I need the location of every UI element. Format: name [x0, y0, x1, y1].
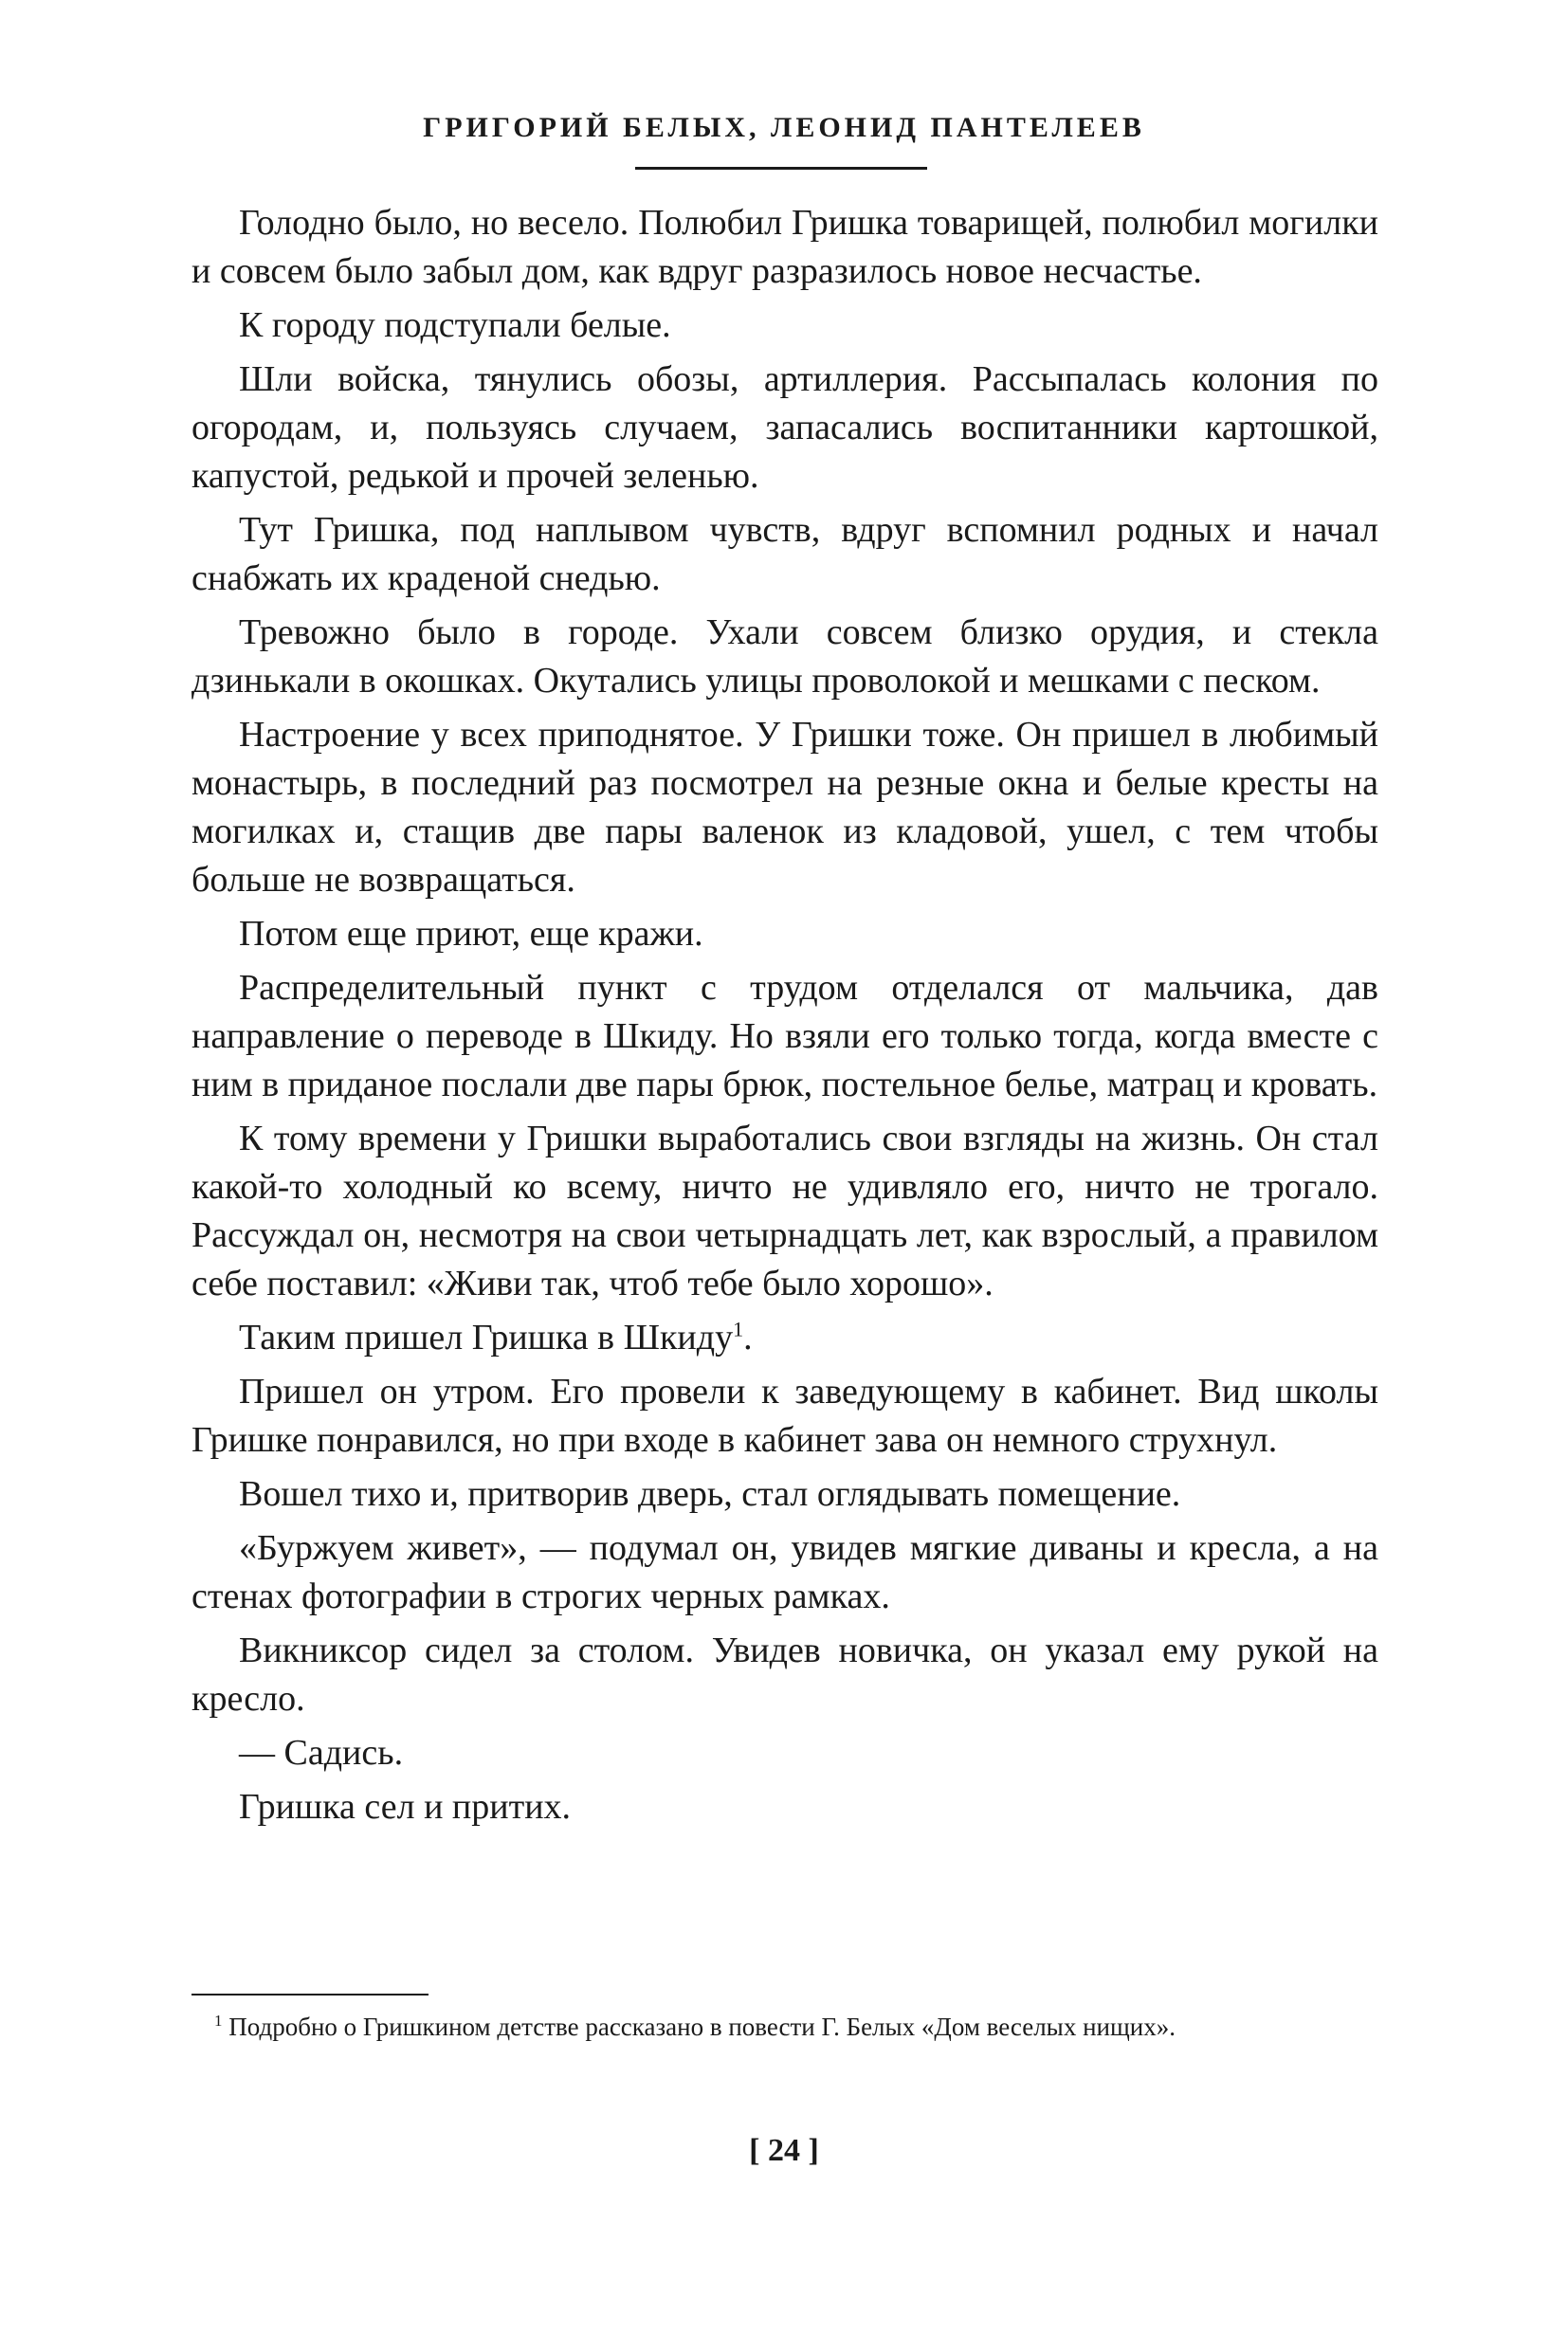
header-rule — [635, 167, 927, 170]
paragraph: Шли войска, тянулись обозы, артиллерия. Рассыпалась колония по огородам, и, пользуясь случаем, запасались воспитанники картошкой, капустой, редькой и прочей зеленью. — [191, 359, 1378, 496]
paragraph: Гришка сел и притих. — [239, 1787, 572, 1827]
footnote-marker: 1 — [214, 2012, 223, 2030]
paragraph: Вошел тихо и, притворив дверь, стал оглядывать помещение. — [239, 1474, 1181, 1514]
paragraph: Тревожно было в городе. Ухали совсем близко орудия, и стекла дзинькали в окошках. Окутались улицы проволокой и мешками с песком. — [191, 612, 1378, 701]
footnote-rule — [191, 1994, 428, 1996]
paragraph: К тому времени у Гришки выработались свои взгляды на жизнь. Он стал какой-то холодный ко всему, ничто не удивляло его, ничто не трогало. Рассуждал он, несмотря на свои четырнадцать лет, как взрослый, а правилом себе поставил: «Живи так, чтоб тебе было хорошо». — [191, 1119, 1378, 1303]
footnote — [191, 2008, 1378, 2046]
paragraph: Голодно было, но весело. Полюбил Гришка товарищей, полюбил могилки и совсем было забыл дом, как вдруг разразилось новое несчастье. — [191, 203, 1378, 291]
body-text — [191, 199, 1378, 1837]
running-title: ГРИГОРИЙ БЕЛЫХ, ЛЕОНИД ПАНТЕЛЕЕВ — [423, 112, 1145, 143]
paragraph: Распределительный пункт с трудом отделался от мальчика, дав направление о переводе в Шкиду. Но взяли его только тогда, когда вместе с ним в приданое послали две пары брюк, постельное белье, матрац и кровать. — [191, 968, 1378, 1104]
paragraph-text: Таким пришел Гришка в Шкиду — [239, 1318, 734, 1358]
paragraph: Настроение у всех приподнятое. У Гришки тоже. Он пришел в любимый монастырь, в последний раз посмотрел на резные окна и белые кресты на могилках и, стащив две пары валенок из кладовой, ушел, с тем чтобы больше не возвращаться. — [191, 715, 1378, 900]
paragraph: «Буржуем живет», — подумал он, увидев мягкие диваны и кресла, а на стенах фотографии в строгих черных рамках. — [191, 1528, 1378, 1616]
paragraph: Пришел он утром. Его провели к заведующему в кабинет. Вид школы Гришке понравился, но при входе в кабинет зава он немного струхнул. — [191, 1372, 1378, 1460]
footnote-text: Подробно о Гришкином детстве рассказано в повести Г. Белых «Дом веселых нищих». — [228, 2013, 1176, 2041]
paragraph: Викниксор сидел за столом. Увидев новичка, он указал ему рукой на кресло. — [191, 1631, 1378, 1719]
page-number: [ 24 ] — [749, 2133, 819, 2168]
paragraph-with-footnote: Таким пришел Гришка в Шкиду$^1$. — [239, 1317, 753, 1358]
footnote-reference[interactable]: 1 — [733, 1317, 744, 1341]
paragraph: Тут Гришка, под наплывом чувств, вдруг вспомнил родных и начал снабжать их краденой снедью. — [191, 510, 1378, 598]
paragraph: — Садись. — [239, 1733, 404, 1773]
paragraph: Потом еще приют, еще кражи. — [239, 914, 703, 954]
paragraph: К городу подступали белые. — [239, 305, 671, 345]
